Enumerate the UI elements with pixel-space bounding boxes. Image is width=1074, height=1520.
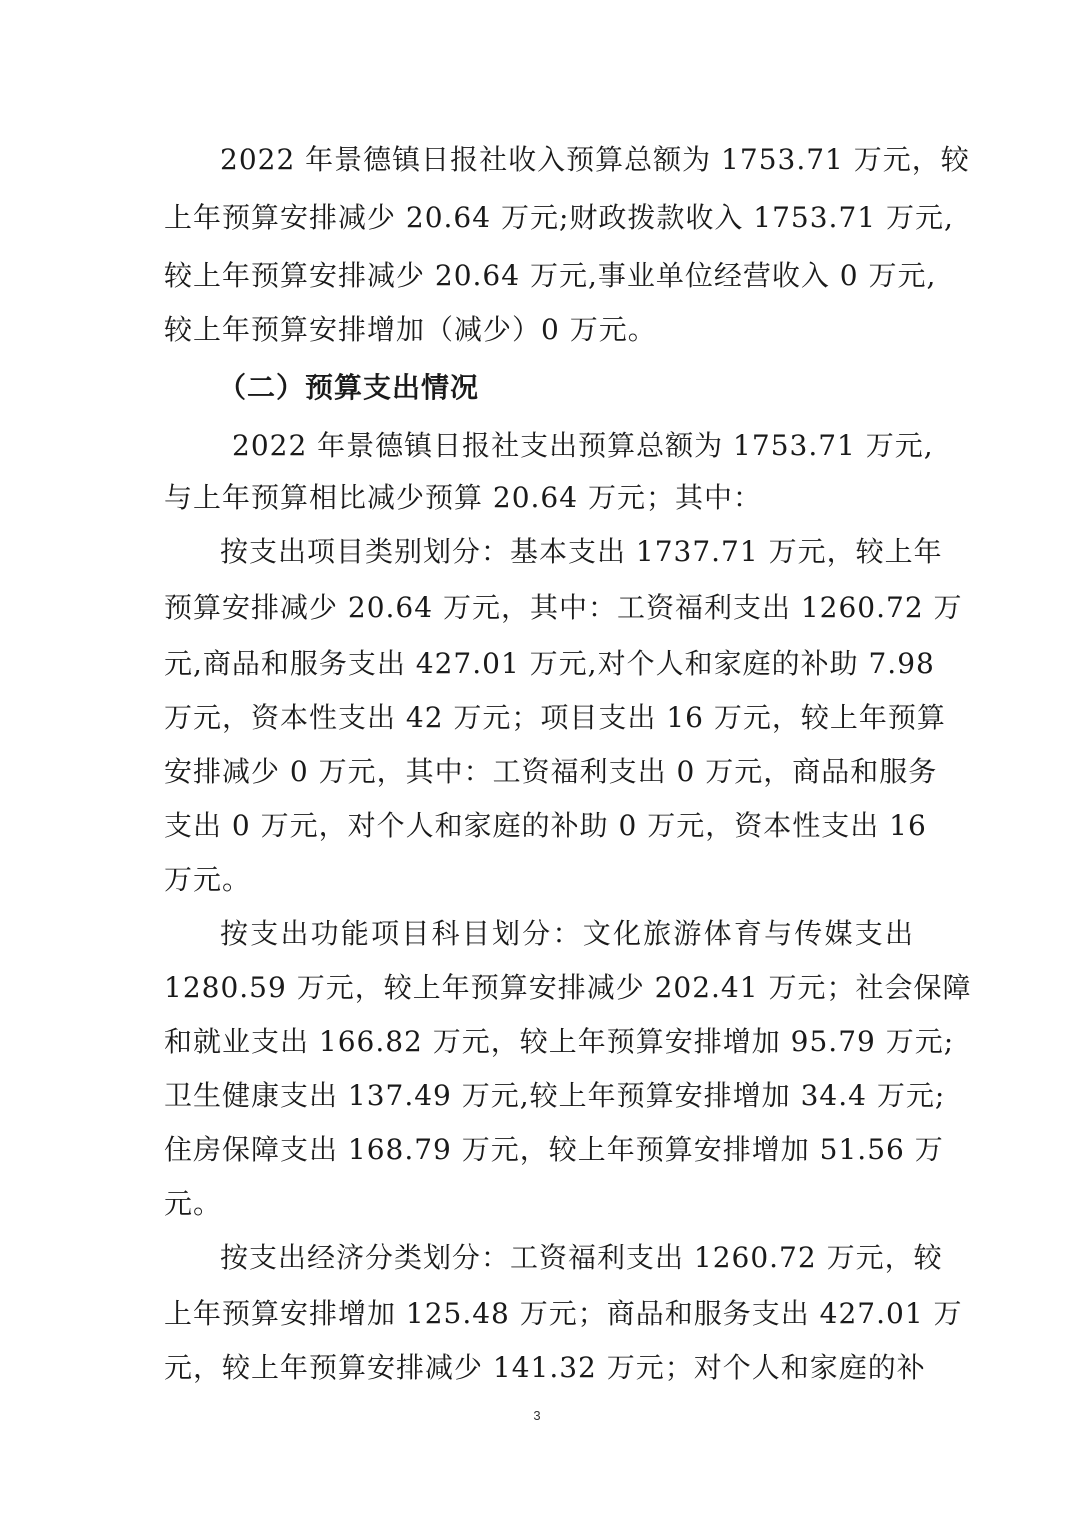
paragraph-1-line-1: 2022 年景德镇日报社收入预算总额为 1753.71 万元，较 <box>220 143 970 176</box>
paragraph-1-line-4: 较上年预算安排增加（减少）0 万元。 <box>164 313 657 346</box>
paragraph-4-line-4: 卫生健康支出 137.49 万元,较上年预算安排增加 34.4 万元; <box>164 1079 946 1112</box>
page-number: 3 <box>533 1408 541 1423</box>
paragraph-4-line-6: 元。 <box>164 1187 223 1220</box>
paragraph-4-line-2: 1280.59 万元，较上年预算安排减少 202.41 万元；社会保障 <box>164 971 972 1004</box>
section-heading: （二）预算支出情况 <box>218 371 480 404</box>
paragraph-3-line-6: 支出 0 万元，对个人和家庭的补助 0 万元，资本性支出 16 <box>164 809 927 842</box>
paragraph-3-line-3: 元,商品和服务支出 427.01 万元,对个人和家庭的补助 7.98 <box>164 647 935 680</box>
paragraph-1-line-3: 较上年预算安排减少 20.64 万元,事业单位经营收入 0 万元, <box>164 259 937 292</box>
paragraph-3-line-2: 预算安排减少 20.64 万元，其中：工资福利支出 1260.72 万 <box>164 591 963 624</box>
paragraph-1-line-2: 上年预算安排减少 20.64 万元;财政拨款收入 1753.71 万元, <box>164 201 954 234</box>
paragraph-4-line-5: 住房保障支出 168.79 万元，较上年预算安排增加 51.56 万 <box>164 1133 944 1166</box>
paragraph-2-line-1: 2022 年景德镇日报社支出预算总额为 1753.71 万元, <box>232 429 934 462</box>
paragraph-3-line-7: 万元。 <box>164 863 252 896</box>
paragraph-4-line-3: 和就业支出 166.82 万元，较上年预算安排增加 95.79 万元; <box>164 1025 955 1058</box>
paragraph-5-line-2: 上年预算安排增加 125.48 万元；商品和服务支出 427.01 万 <box>164 1297 963 1330</box>
paragraph-3-line-4: 万元，资本性支出 42 万元；项目支出 16 万元，较上年预算 <box>164 701 946 734</box>
paragraph-4-line-1: 按支出功能项目科目划分：文化旅游体育与传媒支出 <box>220 917 914 950</box>
paragraph-5-line-1: 按支出经济分类划分：工资福利支出 1260.72 万元，较 <box>220 1241 943 1274</box>
paragraph-3-line-5: 安排减少 0 万元，其中：工资福利支出 0 万元，商品和服务 <box>164 755 938 788</box>
paragraph-2-line-2: 与上年预算相比减少预算 20.64 万元；其中： <box>164 481 762 514</box>
paragraph-5-line-3: 元，较上年预算安排减少 141.32 万元；对个人和家庭的补 <box>164 1351 926 1384</box>
paragraph-3-line-1: 按支出项目类别划分：基本支出 1737.71 万元，较上年 <box>220 535 943 568</box>
